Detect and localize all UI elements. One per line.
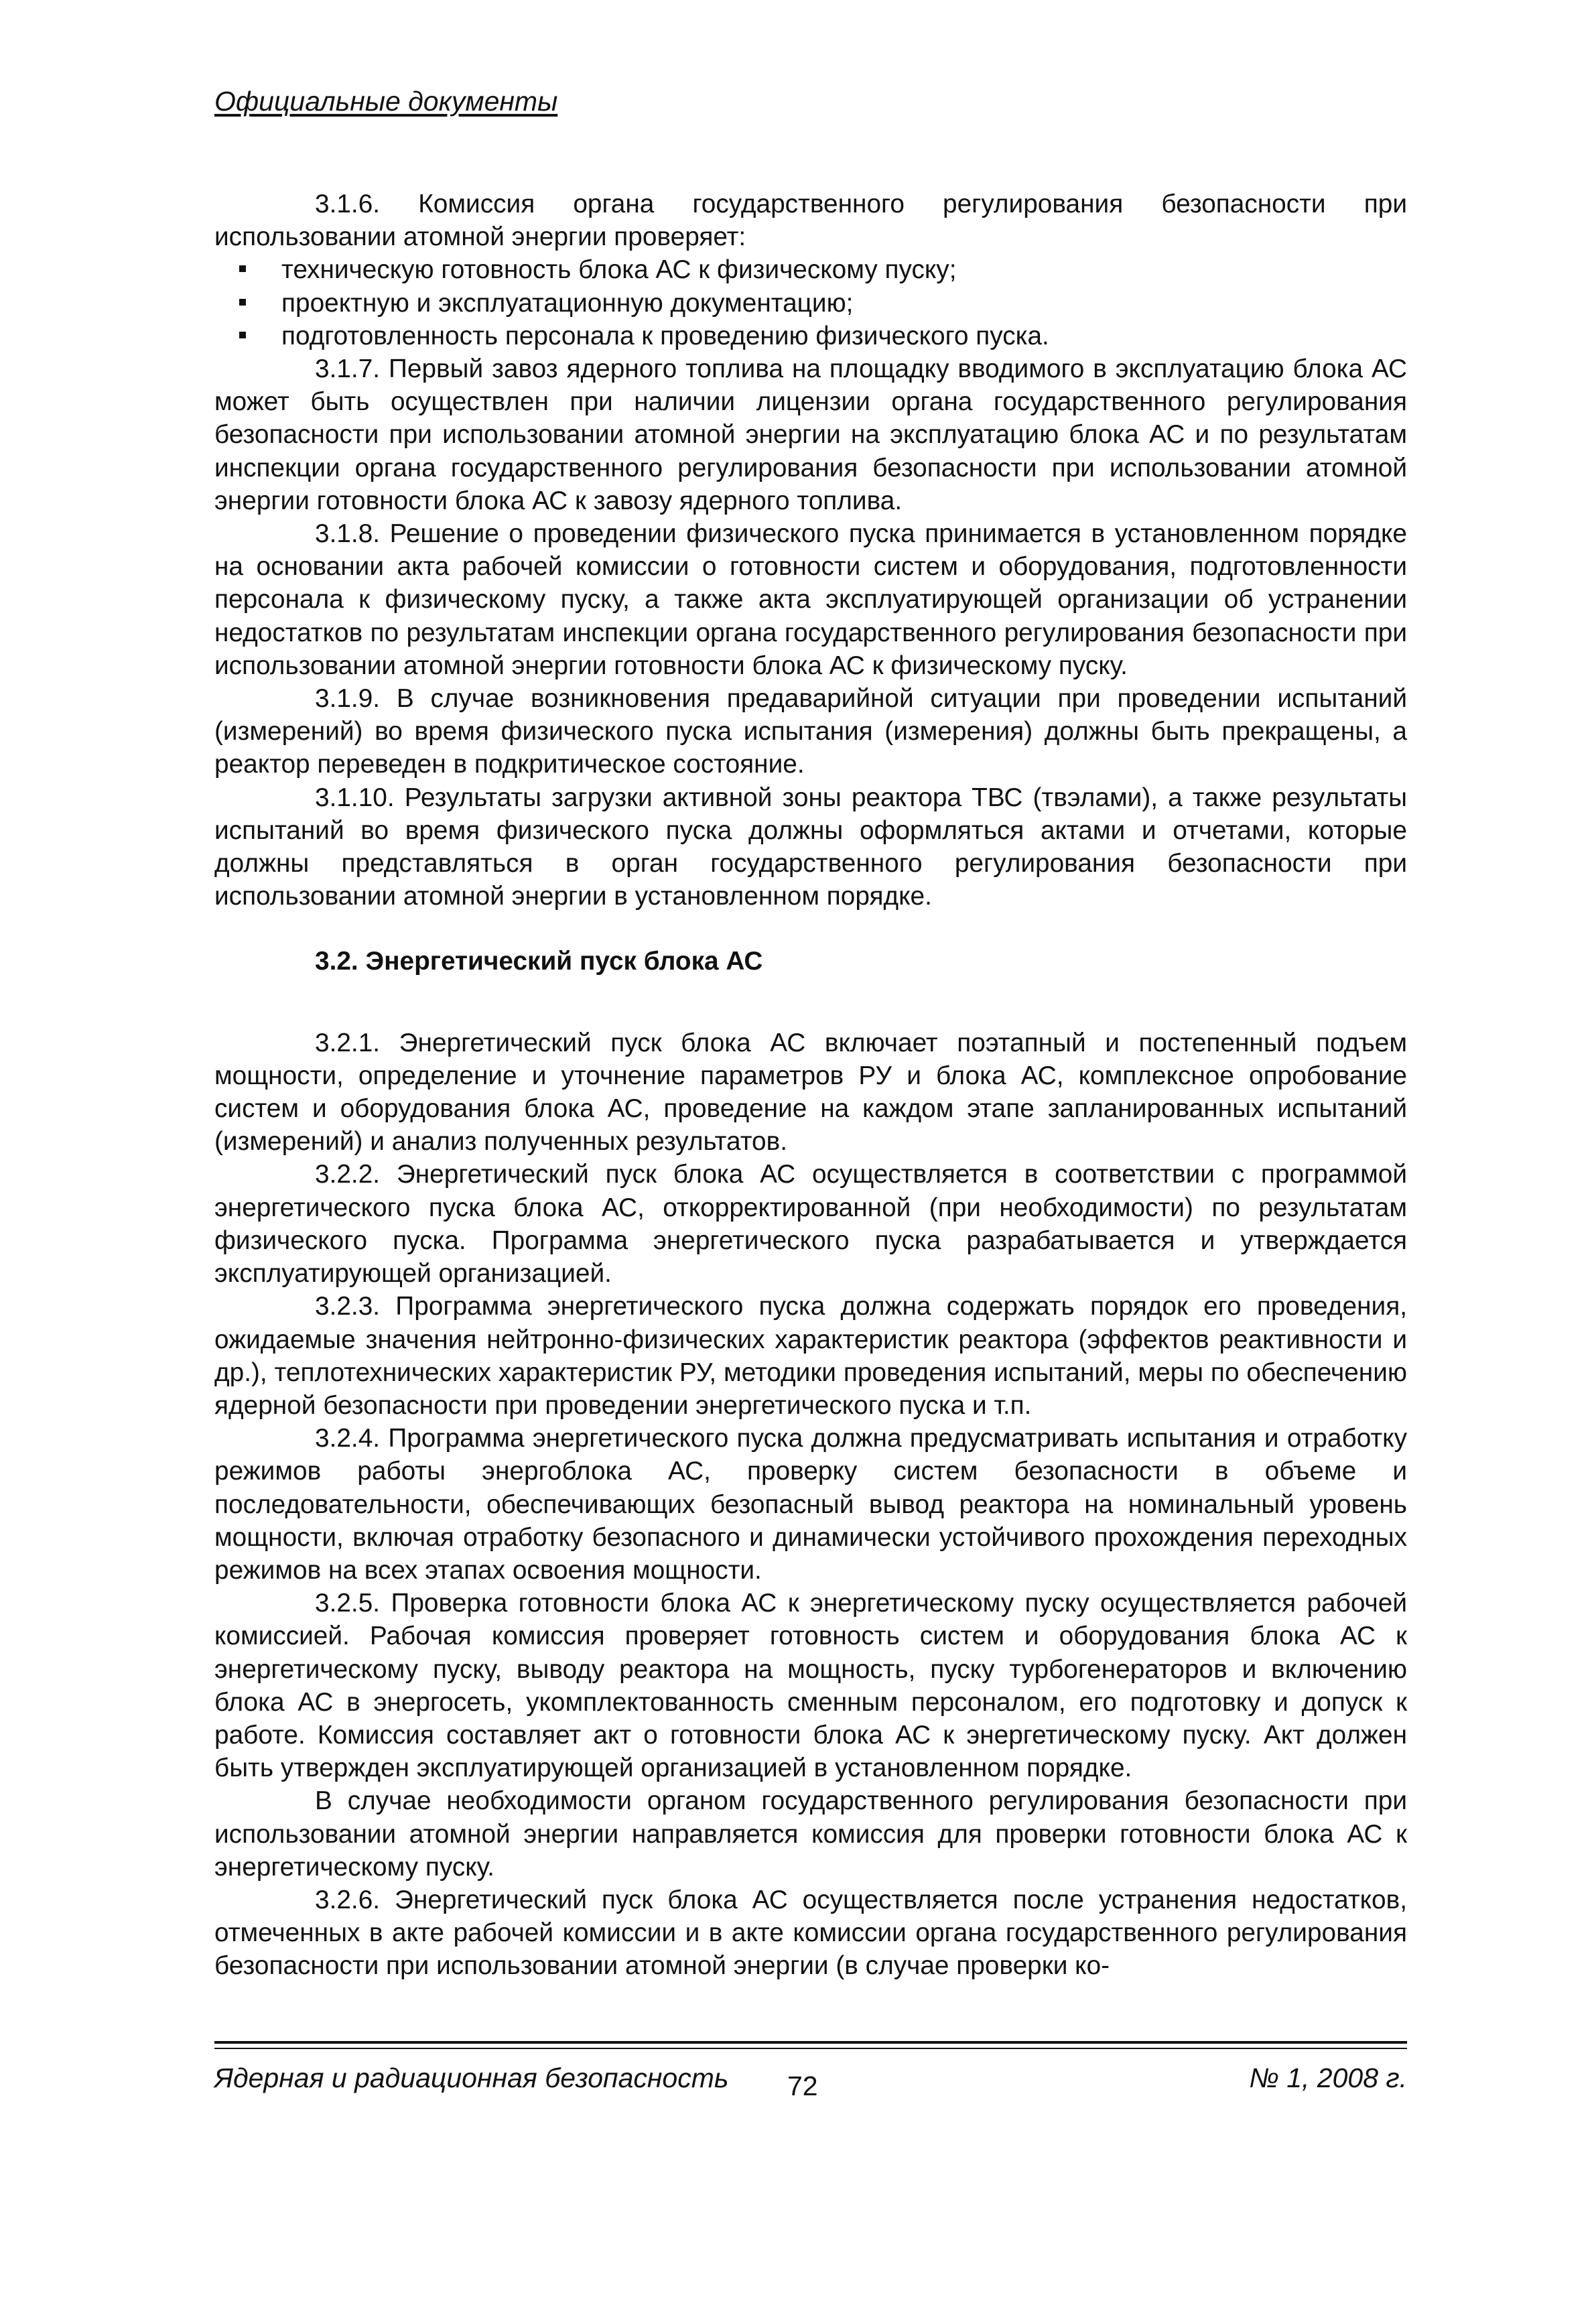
footer-divider — [214, 2041, 1407, 2044]
bullet-icon — [239, 332, 246, 338]
list-item: проектную и эксплуатационную документацию; — [214, 287, 1407, 320]
paragraph-3-2-6: 3.2.6. Энергетический пуск блока АС осуществляется после устранения недостатков, отмеченных в акте рабочей комиссии и в акте комиссии органа государственного регулирования безопасности при использовании атомной энергии (в случае проверки ко- — [214, 1885, 1407, 1981]
paragraph-3-1-6: 3.1.6. Комиссия органа государственного регулирования безопасности при использовании атомной энергии проверяет: — [214, 190, 1407, 252]
section-heading-3-2: 3.2. Энергетический пуск блока АС — [315, 947, 763, 976]
paragraph-3-2-5: 3.2.5. Проверка готовности блока АС к энергетическому пуску осуществляется рабочей комиссией. Рабочая комиссия проверяет готовность систем и оборудования блока АС к энергетическому пуску, выводу реактора на мощность, пуску турбогенераторов и включению блока АС в энергосеть, укомплектованность сменным персоналом, его подготовку и допуск к работе. Комиссия составляет акт о готовности блока АС к энергетическому пуску. Акт должен быть утвержден эксплуатирующей организацией в установленном порядке. — [214, 1589, 1407, 1783]
paragraph-3-2-1: 3.2.1. Энергетический пуск блока АС включает поэтапный и постепенный подъем мощности, определение и уточнение параметров РУ и блока АС, комплексное опробование систем и оборудования блока АС, проведение на каждом этапе запланированных испытаний (измерений) и анализ полученных результатов. — [214, 1028, 1407, 1157]
journal-title: Ядерная и радиационная безопасность — [214, 2062, 729, 2093]
page-number: 72 — [787, 2071, 818, 2101]
running-header: Официальные документы — [214, 86, 558, 117]
paragraph-3-2-2: 3.2.2. Энергетический пуск блока АС осуществляется в соответствии с программой энергетического пуска блока АС, откорректированной (при необходимости) по результатам физического пуска. Программа энергетического пуска разрабатывается и утверждается эксплуатирующей организацией. — [214, 1160, 1407, 1289]
paragraph-3-2-5-note: В случае необходимости органом государственного регулирования безопасности при использовании атомной энергии направляется комиссия для проверки готовности блока АС к энергетическому пуску. — [214, 1786, 1407, 1882]
paragraph-3-1-9: 3.1.9. В случае возникновения предаварийной ситуации при проведении испытаний (измерений) во время физического пуска испытания (измерения) должны быть прекращены, а реактор переведен в подкритическое состояние. — [214, 684, 1407, 779]
paragraph-3-2-4: 3.2.4. Программа энергетического пуска должна предусматривать испытания и отработку режимов работы энергоблока АС, проверку систем безопасности в объеме и последовательности, обеспечивающих безопасный вывод реактора на номинальный уровень мощности, включая отработку безопасного и динамически устойчивого прохождения переходных режимов на всех этапах освоения мощности. — [214, 1424, 1407, 1585]
paragraph-3-1-8: 3.1.8. Решение о проведении физического пуска принимается в установленном порядке на основании акта рабочей комиссии о готовности систем и оборудования, подготовленности персонала к физическому пуску, а также акта эксплуатирующей организации об устранении недостатков по результатам инспекции органа государственного регулирования безопасности при использовании атомной энергии готовности блока АС к физическому пуску. — [214, 519, 1407, 680]
document-body — [214, 188, 1407, 1983]
paragraph-3-1-10: 3.1.10. Результаты загрузки активной зоны реактора ТВС (твэлами), а также результаты испытаний во время физического пуска должны оформляться актами и отчетами, которые должны представляться в орган государственного регулирования безопасности при использовании атомной энергии в установленном порядке. — [214, 783, 1407, 911]
list-item: подготовленность персонала к проведению физического пуска. — [214, 320, 1407, 352]
list-item: техническую готовность блока АС к физическому пуску; — [214, 253, 1407, 286]
paragraph-3-1-7: 3.1.7. Первый завоз ядерного топлива на площадку вводимого в эксплуатацию блока АС может быть осуществлен при наличии лицензии органа государственного регулирования безопасности при использовании атомной энергии на эксплуатацию блока АС и по результатам инспекции органа государственного регулирования безопасности при использовании атомной энергии готовности блока АС к завозу ядерного топлива. — [214, 354, 1407, 515]
bullet-icon — [239, 265, 246, 272]
bullet-icon — [239, 299, 246, 306]
inspection-list — [214, 253, 1407, 352]
issue-number: № 1, 2008 г. — [1249, 2062, 1407, 2093]
paragraph-3-2-3: 3.2.3. Программа энергетического пуска должна содержать порядок его проведения, ожидаемые значения нейтронно-физических характеристик реактора (эффектов реактивности и др.), теплотехнических характеристик РУ, методики проведения испытаний, меры по обеспечению ядерной безопасности при проведении энергетического пуска и т.п. — [214, 1292, 1407, 1420]
footer-divider — [214, 2048, 1407, 2049]
